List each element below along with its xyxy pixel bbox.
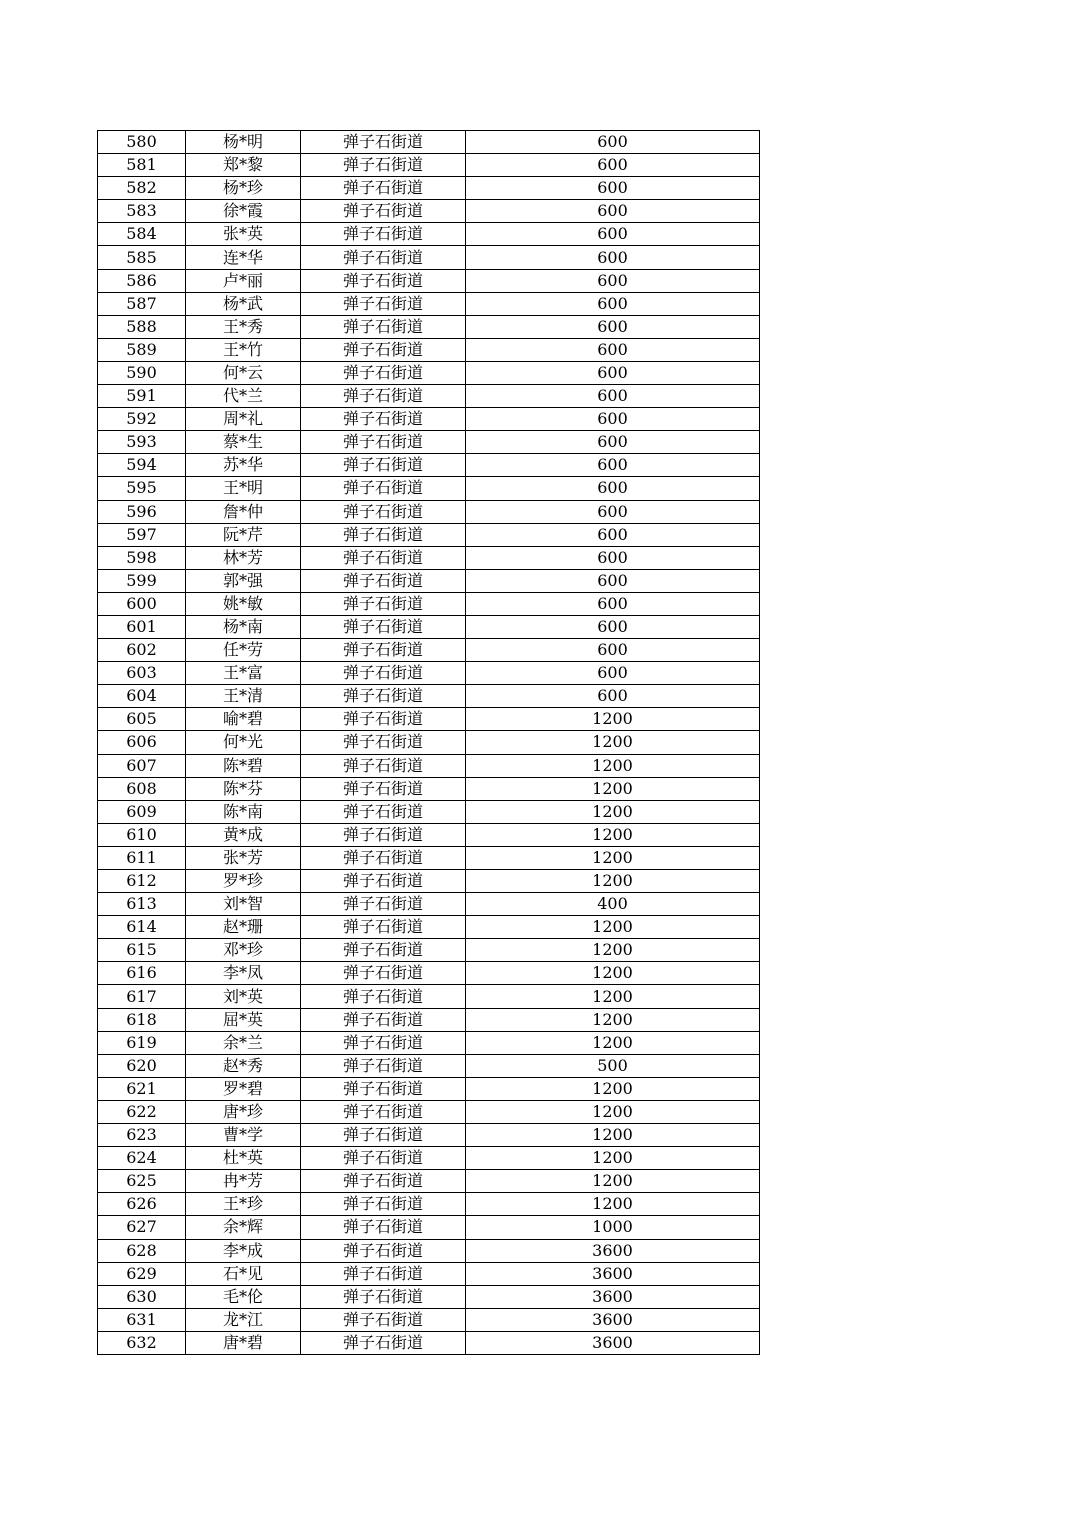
name-cell: 喻*碧	[186, 708, 301, 731]
name-cell: 邓*珍	[186, 939, 301, 962]
table-row	[98, 431, 760, 454]
street-cell: 弹子石街道	[301, 731, 466, 754]
name-cell: 李*成	[186, 1239, 301, 1262]
table-row	[98, 870, 760, 893]
table-row	[98, 292, 760, 315]
street-cell: 弹子石街道	[301, 777, 466, 800]
name-cell: 余*兰	[186, 1031, 301, 1054]
row-number-cell: 595	[98, 477, 186, 500]
amount-cell: 600	[466, 546, 760, 569]
row-number-cell: 601	[98, 615, 186, 638]
amount-cell: 600	[466, 500, 760, 523]
table-row	[98, 639, 760, 662]
row-number-cell: 592	[98, 408, 186, 431]
name-cell: 徐*霞	[186, 200, 301, 223]
table-row	[98, 731, 760, 754]
row-number-cell: 627	[98, 1216, 186, 1239]
amount-cell: 600	[466, 477, 760, 500]
table-row	[98, 200, 760, 223]
table-row	[98, 131, 760, 154]
row-number-cell: 621	[98, 1077, 186, 1100]
street-cell: 弹子石街道	[301, 823, 466, 846]
amount-cell: 1200	[466, 823, 760, 846]
row-number-cell: 615	[98, 939, 186, 962]
row-number-cell: 622	[98, 1100, 186, 1123]
amount-cell: 400	[466, 893, 760, 916]
amount-cell: 1200	[466, 777, 760, 800]
name-cell: 唐*碧	[186, 1331, 301, 1354]
table-row	[98, 1077, 760, 1100]
name-cell: 刘*英	[186, 985, 301, 1008]
table-row	[98, 800, 760, 823]
row-number-cell: 614	[98, 916, 186, 939]
amount-cell: 1200	[466, 708, 760, 731]
table-row	[98, 154, 760, 177]
row-number-cell: 585	[98, 246, 186, 269]
amount-cell: 3600	[466, 1239, 760, 1262]
amount-cell: 1200	[466, 870, 760, 893]
row-number-cell: 602	[98, 639, 186, 662]
table-row	[98, 615, 760, 638]
row-number-cell: 611	[98, 846, 186, 869]
row-number-cell: 586	[98, 269, 186, 292]
name-cell: 王*珍	[186, 1193, 301, 1216]
row-number-cell: 583	[98, 200, 186, 223]
amount-cell: 1200	[466, 731, 760, 754]
amount-cell: 600	[466, 292, 760, 315]
amount-cell: 600	[466, 408, 760, 431]
row-number-cell: 628	[98, 1239, 186, 1262]
table-row	[98, 1239, 760, 1262]
name-cell: 杜*英	[186, 1147, 301, 1170]
name-cell: 林*芳	[186, 546, 301, 569]
amount-cell: 600	[466, 454, 760, 477]
name-cell: 王*秀	[186, 315, 301, 338]
street-cell: 弹子石街道	[301, 800, 466, 823]
row-number-cell: 610	[98, 823, 186, 846]
name-cell: 何*云	[186, 361, 301, 384]
street-cell: 弹子石街道	[301, 708, 466, 731]
row-number-cell: 580	[98, 131, 186, 154]
street-cell: 弹子石街道	[301, 546, 466, 569]
name-cell: 何*光	[186, 731, 301, 754]
name-cell: 黄*成	[186, 823, 301, 846]
street-cell: 弹子石街道	[301, 893, 466, 916]
row-number-cell: 616	[98, 962, 186, 985]
table-row	[98, 1262, 760, 1285]
amount-cell: 600	[466, 615, 760, 638]
amount-cell: 600	[466, 269, 760, 292]
table-row	[98, 385, 760, 408]
name-cell: 任*劳	[186, 639, 301, 662]
name-cell: 罗*珍	[186, 870, 301, 893]
amount-cell: 1200	[466, 916, 760, 939]
row-number-cell: 613	[98, 893, 186, 916]
street-cell: 弹子石街道	[301, 985, 466, 1008]
amount-cell: 600	[466, 639, 760, 662]
name-cell: 唐*珍	[186, 1100, 301, 1123]
amount-cell: 1200	[466, 1170, 760, 1193]
street-cell: 弹子石街道	[301, 870, 466, 893]
table-row	[98, 569, 760, 592]
row-number-cell: 593	[98, 431, 186, 454]
street-cell: 弹子石街道	[301, 408, 466, 431]
table-row	[98, 1285, 760, 1308]
name-cell: 赵*秀	[186, 1054, 301, 1077]
street-cell: 弹子石街道	[301, 662, 466, 685]
amount-cell: 1200	[466, 1193, 760, 1216]
name-cell: 杨*明	[186, 131, 301, 154]
table-row	[98, 1193, 760, 1216]
table-row	[98, 315, 760, 338]
street-cell: 弹子石街道	[301, 269, 466, 292]
row-number-cell: 590	[98, 361, 186, 384]
street-cell: 弹子石街道	[301, 639, 466, 662]
street-cell: 弹子石街道	[301, 361, 466, 384]
street-cell: 弹子石街道	[301, 1147, 466, 1170]
street-cell: 弹子石街道	[301, 177, 466, 200]
street-cell: 弹子石街道	[301, 592, 466, 615]
street-cell: 弹子石街道	[301, 477, 466, 500]
table-row	[98, 1216, 760, 1239]
row-number-cell: 584	[98, 223, 186, 246]
row-number-cell: 603	[98, 662, 186, 685]
street-cell: 弹子石街道	[301, 1239, 466, 1262]
amount-cell: 1000	[466, 1216, 760, 1239]
amount-cell: 3600	[466, 1262, 760, 1285]
amount-cell: 600	[466, 246, 760, 269]
table-row	[98, 893, 760, 916]
street-cell: 弹子石街道	[301, 1031, 466, 1054]
row-number-cell: 625	[98, 1170, 186, 1193]
street-cell: 弹子石街道	[301, 223, 466, 246]
street-cell: 弹子石街道	[301, 431, 466, 454]
row-number-cell: 596	[98, 500, 186, 523]
amount-cell: 600	[466, 223, 760, 246]
table-row	[98, 1170, 760, 1193]
amount-cell: 600	[466, 523, 760, 546]
table-row	[98, 523, 760, 546]
street-cell: 弹子石街道	[301, 962, 466, 985]
name-cell: 杨*武	[186, 292, 301, 315]
name-cell: 郭*强	[186, 569, 301, 592]
street-cell: 弹子石街道	[301, 1331, 466, 1354]
table-row	[98, 177, 760, 200]
table-row	[98, 754, 760, 777]
amount-cell: 1200	[466, 1077, 760, 1100]
amount-cell: 600	[466, 338, 760, 361]
row-number-cell: 632	[98, 1331, 186, 1354]
amount-cell: 1200	[466, 1100, 760, 1123]
table-row	[98, 1124, 760, 1147]
row-number-cell: 617	[98, 985, 186, 1008]
row-number-cell: 588	[98, 315, 186, 338]
table-row	[98, 361, 760, 384]
table-row	[98, 1100, 760, 1123]
name-cell: 毛*伦	[186, 1285, 301, 1308]
street-cell: 弹子石街道	[301, 569, 466, 592]
amount-cell: 3600	[466, 1331, 760, 1354]
name-cell: 詹*仲	[186, 500, 301, 523]
table-row	[98, 823, 760, 846]
street-cell: 弹子石街道	[301, 615, 466, 638]
table-row	[98, 500, 760, 523]
street-cell: 弹子石街道	[301, 754, 466, 777]
table-row	[98, 546, 760, 569]
table-row	[98, 269, 760, 292]
row-number-cell: 624	[98, 1147, 186, 1170]
street-cell: 弹子石街道	[301, 1216, 466, 1239]
row-number-cell: 609	[98, 800, 186, 823]
name-cell: 周*礼	[186, 408, 301, 431]
table-row	[98, 1331, 760, 1354]
name-cell: 张*英	[186, 223, 301, 246]
amount-cell: 600	[466, 361, 760, 384]
table-row	[98, 1147, 760, 1170]
table-row	[98, 985, 760, 1008]
street-cell: 弹子石街道	[301, 338, 466, 361]
name-cell: 李*凤	[186, 962, 301, 985]
name-cell: 张*芳	[186, 846, 301, 869]
row-number-cell: 591	[98, 385, 186, 408]
table-row	[98, 916, 760, 939]
row-number-cell: 604	[98, 685, 186, 708]
street-cell: 弹子石街道	[301, 292, 466, 315]
name-cell: 龙*江	[186, 1308, 301, 1331]
row-number-cell: 600	[98, 592, 186, 615]
name-cell: 冉*芳	[186, 1170, 301, 1193]
amount-cell: 600	[466, 592, 760, 615]
street-cell: 弹子石街道	[301, 454, 466, 477]
row-number-cell: 594	[98, 454, 186, 477]
amount-cell: 1200	[466, 800, 760, 823]
row-number-cell: 630	[98, 1285, 186, 1308]
row-number-cell: 626	[98, 1193, 186, 1216]
street-cell: 弹子石街道	[301, 385, 466, 408]
name-cell: 刘*智	[186, 893, 301, 916]
name-cell: 赵*珊	[186, 916, 301, 939]
row-number-cell: 606	[98, 731, 186, 754]
name-cell: 陈*芬	[186, 777, 301, 800]
name-cell: 余*辉	[186, 1216, 301, 1239]
table-row	[98, 939, 760, 962]
name-cell: 陈*南	[186, 800, 301, 823]
table-body	[98, 131, 760, 1355]
street-cell: 弹子石街道	[301, 500, 466, 523]
row-number-cell: 607	[98, 754, 186, 777]
amount-cell: 3600	[466, 1308, 760, 1331]
street-cell: 弹子石街道	[301, 685, 466, 708]
row-number-cell: 623	[98, 1124, 186, 1147]
table-row	[98, 592, 760, 615]
amount-cell: 3600	[466, 1285, 760, 1308]
amount-cell: 1200	[466, 1008, 760, 1031]
table-row	[98, 408, 760, 431]
amount-cell: 1200	[466, 846, 760, 869]
name-cell: 罗*碧	[186, 1077, 301, 1100]
name-cell: 连*华	[186, 246, 301, 269]
row-number-cell: 605	[98, 708, 186, 731]
table-row	[98, 1031, 760, 1054]
amount-cell: 1200	[466, 962, 760, 985]
table-row	[98, 1308, 760, 1331]
table-row	[98, 246, 760, 269]
name-cell: 姚*敏	[186, 592, 301, 615]
amount-cell: 600	[466, 131, 760, 154]
street-cell: 弹子石街道	[301, 939, 466, 962]
amount-cell: 600	[466, 569, 760, 592]
amount-cell: 600	[466, 177, 760, 200]
row-number-cell: 618	[98, 1008, 186, 1031]
table-row	[98, 662, 760, 685]
amount-cell: 1200	[466, 754, 760, 777]
name-cell: 杨*南	[186, 615, 301, 638]
amount-cell: 500	[466, 1054, 760, 1077]
name-cell: 郑*黎	[186, 154, 301, 177]
name-cell: 苏*华	[186, 454, 301, 477]
name-cell: 屈*英	[186, 1008, 301, 1031]
row-number-cell: 582	[98, 177, 186, 200]
row-number-cell: 599	[98, 569, 186, 592]
table-row	[98, 1008, 760, 1031]
row-number-cell: 608	[98, 777, 186, 800]
row-number-cell: 587	[98, 292, 186, 315]
amount-cell: 600	[466, 315, 760, 338]
street-cell: 弹子石街道	[301, 846, 466, 869]
row-number-cell: 620	[98, 1054, 186, 1077]
amount-cell: 600	[466, 200, 760, 223]
table-row	[98, 454, 760, 477]
street-cell: 弹子石街道	[301, 1100, 466, 1123]
row-number-cell: 598	[98, 546, 186, 569]
amount-cell: 600	[466, 385, 760, 408]
name-cell: 王*清	[186, 685, 301, 708]
row-number-cell: 589	[98, 338, 186, 361]
table-row	[98, 846, 760, 869]
amount-cell: 600	[466, 154, 760, 177]
name-cell: 陈*碧	[186, 754, 301, 777]
name-cell: 蔡*生	[186, 431, 301, 454]
street-cell: 弹子石街道	[301, 1308, 466, 1331]
street-cell: 弹子石街道	[301, 1054, 466, 1077]
street-cell: 弹子石街道	[301, 1170, 466, 1193]
street-cell: 弹子石街道	[301, 131, 466, 154]
table-row	[98, 962, 760, 985]
table-row	[98, 477, 760, 500]
street-cell: 弹子石街道	[301, 1077, 466, 1100]
row-number-cell: 581	[98, 154, 186, 177]
name-cell: 阮*芹	[186, 523, 301, 546]
table-row	[98, 685, 760, 708]
amount-cell: 600	[466, 662, 760, 685]
amount-cell: 1200	[466, 1124, 760, 1147]
street-cell: 弹子石街道	[301, 916, 466, 939]
street-cell: 弹子石街道	[301, 1124, 466, 1147]
row-number-cell: 631	[98, 1308, 186, 1331]
street-cell: 弹子石街道	[301, 200, 466, 223]
row-number-cell: 597	[98, 523, 186, 546]
name-cell: 杨*珍	[186, 177, 301, 200]
name-cell: 王*竹	[186, 338, 301, 361]
amount-cell: 600	[466, 431, 760, 454]
street-cell: 弹子石街道	[301, 315, 466, 338]
amount-cell: 1200	[466, 985, 760, 1008]
name-cell: 王*明	[186, 477, 301, 500]
amount-cell: 1200	[466, 939, 760, 962]
street-cell: 弹子石街道	[301, 1008, 466, 1031]
street-cell: 弹子石街道	[301, 246, 466, 269]
name-cell: 王*富	[186, 662, 301, 685]
table-row	[98, 1054, 760, 1077]
table-row	[98, 223, 760, 246]
table-row	[98, 338, 760, 361]
street-cell: 弹子石街道	[301, 1193, 466, 1216]
row-number-cell: 619	[98, 1031, 186, 1054]
name-cell: 卢*丽	[186, 269, 301, 292]
row-number-cell: 629	[98, 1262, 186, 1285]
street-cell: 弹子石街道	[301, 154, 466, 177]
amount-cell: 600	[466, 685, 760, 708]
table-row	[98, 708, 760, 731]
street-cell: 弹子石街道	[301, 1285, 466, 1308]
amount-cell: 1200	[466, 1147, 760, 1170]
table-row	[98, 777, 760, 800]
name-cell: 代*兰	[186, 385, 301, 408]
street-cell: 弹子石街道	[301, 523, 466, 546]
name-cell: 石*见	[186, 1262, 301, 1285]
name-cell: 曹*学	[186, 1124, 301, 1147]
row-number-cell: 612	[98, 870, 186, 893]
data-table	[97, 130, 760, 1355]
street-cell: 弹子石街道	[301, 1262, 466, 1285]
amount-cell: 1200	[466, 1031, 760, 1054]
